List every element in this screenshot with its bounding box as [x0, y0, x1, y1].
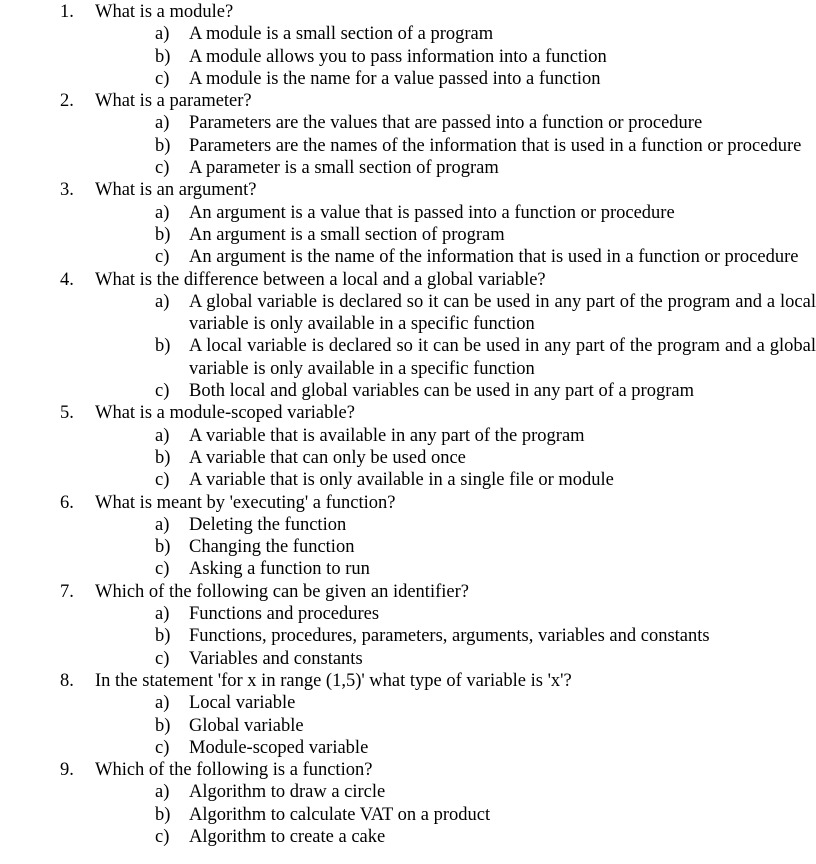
option-text: Global variable: [189, 715, 304, 736]
question-line: [0, 670, 816, 692]
question-number: 3.: [60, 180, 74, 201]
option-text: Changing the function: [189, 537, 355, 558]
question-text: Which of the following can be given an identifier?: [95, 581, 469, 602]
option-a: [0, 23, 816, 45]
option-a: [0, 202, 816, 224]
option-letter: c): [155, 470, 170, 491]
option-letter: c): [155, 826, 170, 847]
option-letter: b): [155, 804, 171, 825]
option-a: [0, 603, 816, 625]
question-3: [0, 179, 816, 268]
option-b: [0, 447, 816, 469]
option-letter: b): [155, 715, 171, 736]
option-letter: a): [155, 113, 170, 134]
option-a: [0, 112, 816, 134]
question-text: What is meant by 'executing' a function?: [95, 492, 396, 513]
option-letter: b): [155, 447, 171, 468]
question-text: What is a module-scoped variable?: [95, 403, 355, 424]
option-text: A variable that is available in any part of the program: [189, 425, 585, 446]
option-letter: a): [155, 202, 170, 223]
question-line: [0, 90, 816, 112]
option-text: Variables and constants: [189, 648, 363, 669]
option-c: [0, 648, 816, 670]
option-text: A module is the name for a value passed into a function: [189, 68, 601, 89]
option-text: A local variable is declared so it can be used in any part of the program and a global variable is only available in a specific function: [189, 336, 816, 379]
option-c: [0, 469, 816, 491]
option-b: [0, 804, 816, 826]
option-text: A parameter is a small section of program: [189, 158, 499, 179]
option-c: [0, 737, 816, 759]
option-c: [0, 558, 816, 580]
option-text: A variable that can only be used once: [189, 447, 466, 468]
option-text: Local variable: [189, 693, 296, 714]
option-text: Asking a function to run: [189, 559, 370, 580]
option-letter: a): [155, 291, 170, 312]
option-letter: c): [155, 381, 170, 402]
option-text: An argument is the name of the information that is used in a function or procedure: [189, 247, 799, 268]
option-a: [0, 514, 816, 536]
option-c: [0, 68, 816, 90]
option-text: A module is a small section of a program: [189, 24, 494, 45]
option-text: Module-scoped variable: [189, 737, 369, 758]
question-line: [0, 581, 816, 603]
question-line: [0, 492, 816, 514]
option-text: Parameters are the values that are passed into a function or procedure: [189, 113, 703, 134]
question-9: [0, 759, 816, 848]
option-text: Deleting the function: [189, 514, 347, 535]
question-5: [0, 402, 816, 491]
option-a: [0, 692, 816, 714]
question-text: What is the difference between a local and a global variable?: [95, 269, 546, 290]
question-6: [0, 492, 816, 581]
option-letter: b): [155, 537, 171, 558]
option-c: [0, 246, 816, 268]
option-b: [0, 536, 816, 558]
option-letter: a): [155, 782, 170, 803]
option-letter: c): [155, 559, 170, 580]
option-c: [0, 157, 816, 179]
question-number: 7.: [60, 581, 74, 602]
option-b: [0, 715, 816, 737]
question-4: [0, 269, 816, 403]
question-1: [0, 1, 816, 90]
question-text: Which of the following is a function?: [95, 760, 373, 781]
option-c: [0, 826, 816, 848]
question-8: [0, 670, 816, 759]
question-line: [0, 1, 816, 23]
question-number: 1.: [60, 2, 74, 22]
question-text: What is an argument?: [95, 180, 257, 201]
option-text: A variable that is only available in a single file or module: [189, 470, 614, 491]
option-text: Parameters are the names of the information that is used in a function or procedure: [189, 135, 802, 156]
option-letter: c): [155, 158, 170, 179]
question-number: 5.: [60, 403, 74, 424]
question-7: [0, 581, 816, 670]
question-2: [0, 90, 816, 179]
question-line: [0, 402, 816, 424]
question-text: What is a module?: [95, 2, 234, 22]
option-letter: b): [155, 46, 171, 67]
option-text: An argument is a value that is passed into a function or procedure: [189, 202, 675, 223]
option-a: [0, 291, 816, 336]
option-b: [0, 625, 816, 647]
question-line: [0, 269, 816, 291]
option-b: [0, 46, 816, 68]
option-text: Algorithm to calculate VAT on a product: [189, 804, 491, 825]
option-letter: c): [155, 247, 170, 268]
option-letter: b): [155, 224, 171, 245]
option-text: A global variable is declared so it can be used in any part of the program and a local variable is only available in a specific function: [189, 291, 816, 335]
question-line: [0, 759, 816, 781]
option-letter: b): [155, 135, 171, 156]
question-text: In the statement 'for x in range (1,5)' what type of variable is 'x'?: [95, 670, 572, 691]
question-text: What is a parameter?: [95, 91, 252, 112]
option-b: [0, 335, 816, 380]
option-letter: a): [155, 425, 170, 446]
option-text: Both local and global variables can be used in any part of a program: [189, 381, 694, 402]
question-number: 9.: [60, 760, 74, 781]
option-letter: b): [155, 336, 171, 357]
option-letter: a): [155, 604, 170, 625]
question-number: 6.: [60, 492, 74, 513]
question-number: 8.: [60, 670, 74, 691]
option-a: [0, 425, 816, 447]
question-number: 4.: [60, 269, 74, 290]
option-a: [0, 781, 816, 803]
option-text: Functions and procedures: [189, 604, 380, 625]
question-line: [0, 179, 816, 201]
option-letter: a): [155, 693, 170, 714]
option-b: [0, 224, 816, 246]
option-b: [0, 135, 816, 157]
option-text: An argument is a small section of program: [189, 224, 505, 245]
option-letter: c): [155, 68, 170, 89]
option-c: [0, 380, 816, 402]
option-letter: a): [155, 24, 170, 45]
option-text: A module allows you to pass information into a function: [189, 46, 607, 67]
question-number: 2.: [60, 91, 74, 112]
option-letter: c): [155, 737, 170, 758]
option-text: Functions, procedures, parameters, arguments, variables and constants: [189, 626, 710, 647]
option-letter: b): [155, 626, 171, 647]
option-text: Algorithm to create a cake: [189, 826, 386, 847]
option-letter: a): [155, 514, 170, 535]
option-text: Algorithm to draw a circle: [189, 782, 386, 803]
option-letter: c): [155, 648, 170, 669]
